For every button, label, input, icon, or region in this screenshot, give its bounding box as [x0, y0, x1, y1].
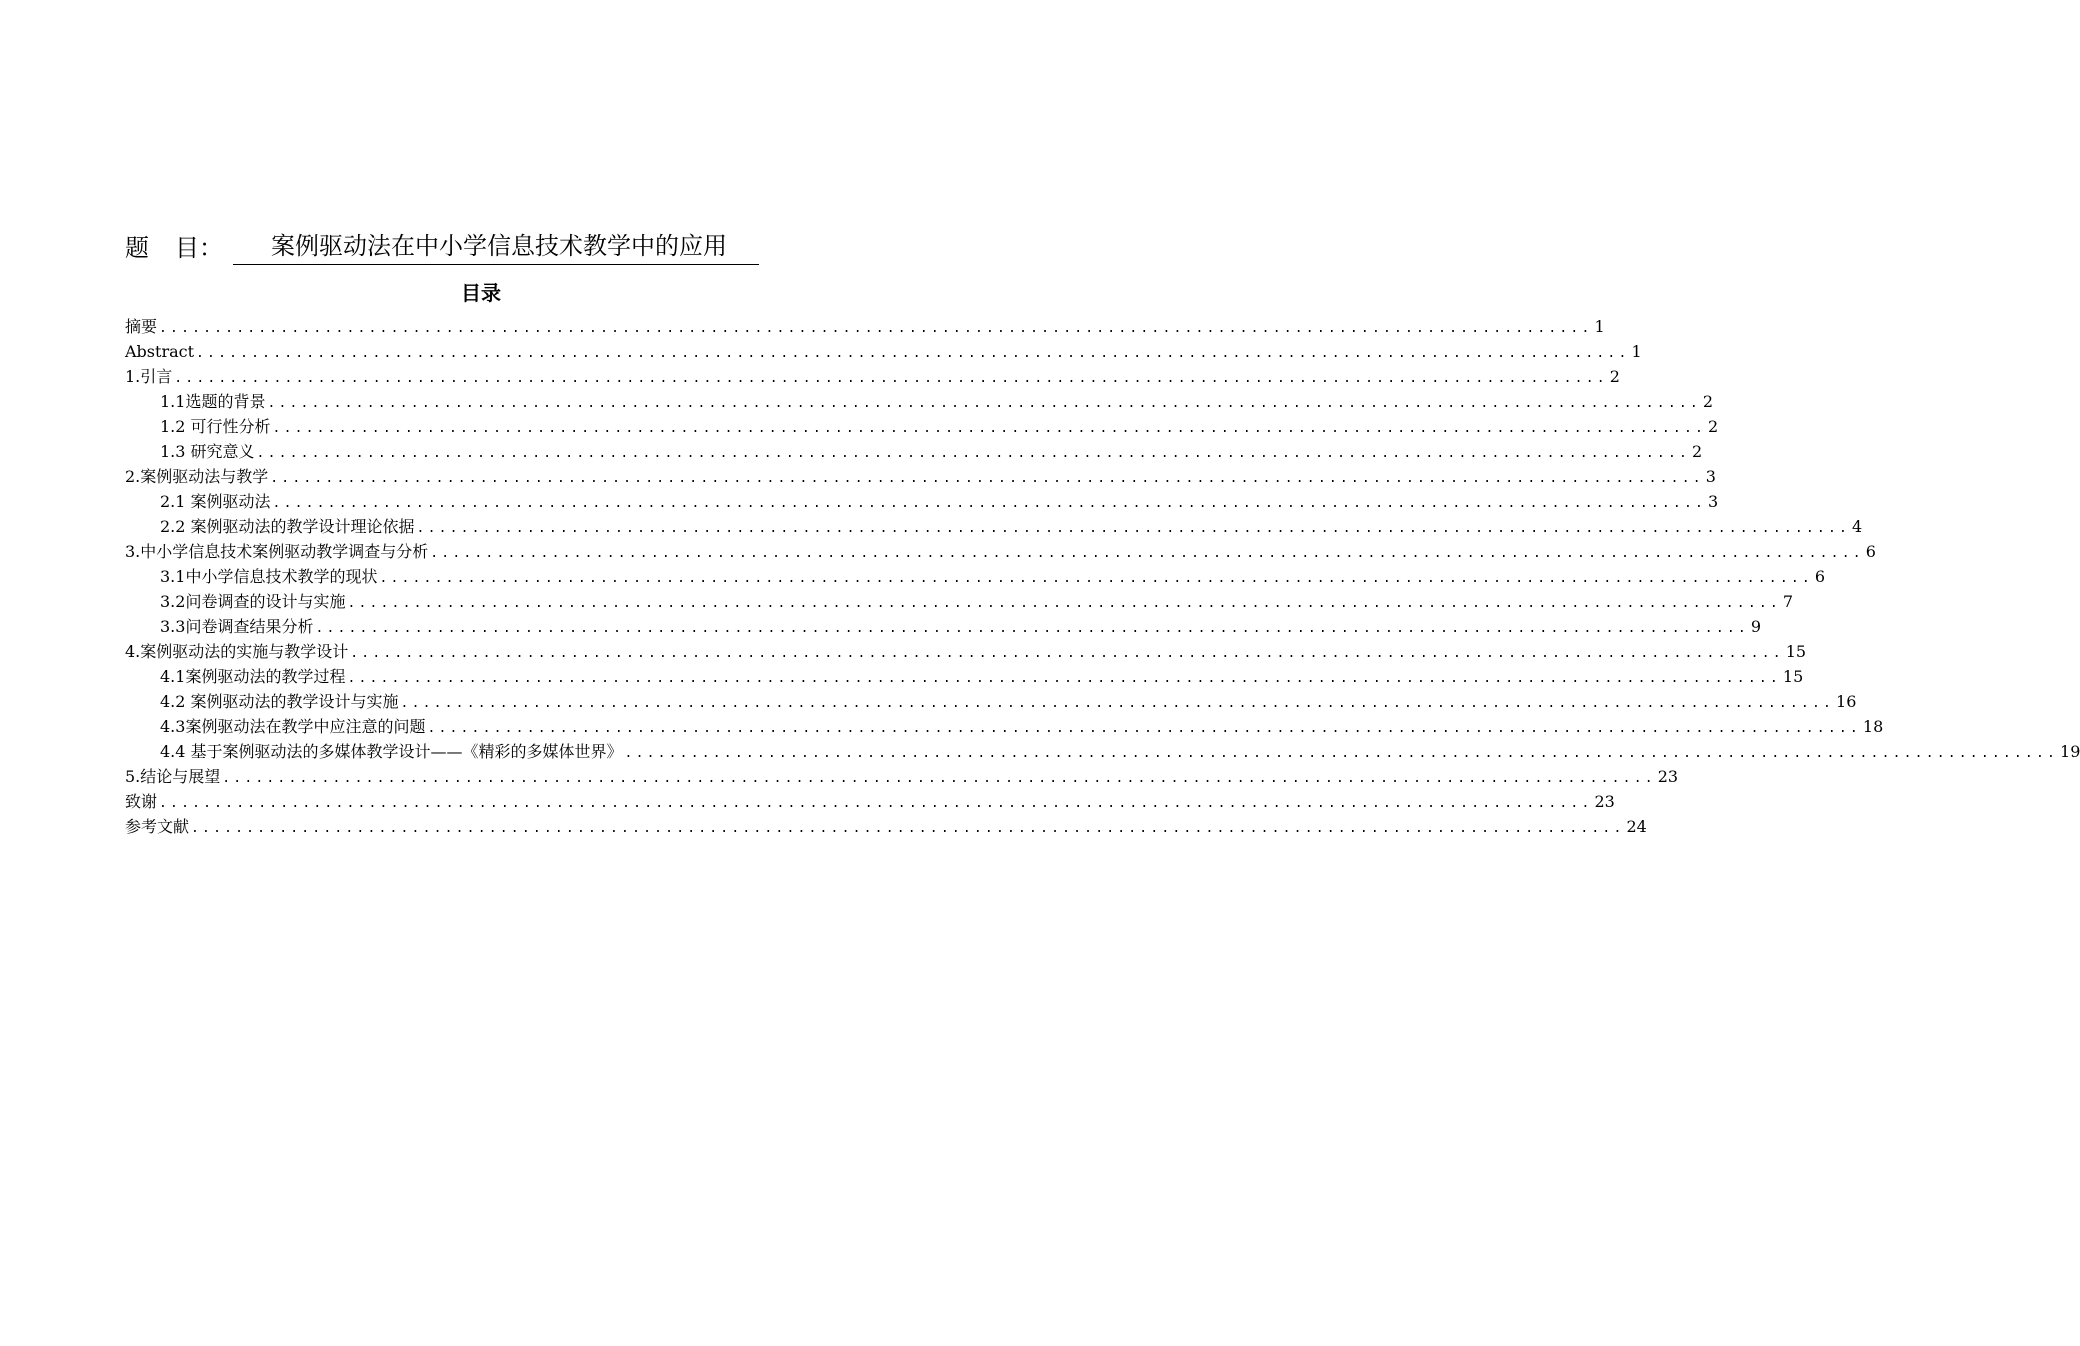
- toc-entry-page: 9: [1750, 617, 1762, 636]
- toc-leader-dots: ..................................................................................................................................: [624, 746, 2059, 761]
- toc-entry[interactable]: [125, 539, 1876, 564]
- toc-entry-page: 3: [1708, 492, 1719, 511]
- thesis-title-value: 案例驱动法在中小学信息技术教学中的应用: [233, 228, 759, 265]
- toc-entry-label: 摘要: [125, 317, 158, 336]
- toc-entry-page: 2: [1702, 392, 1714, 411]
- toc-entry-label: 3.中小学信息技术案例驱动教学调查与分析: [125, 542, 429, 561]
- toc-entry-label: Abstract: [125, 342, 195, 361]
- toc-entry-label: 4.4 基于案例驱动法的多媒体教学设计——《精彩的多媒体世界》: [160, 742, 623, 761]
- toc-entry-page: 15: [1782, 667, 1804, 686]
- toc-leader-dots: ..................................................................................................................................: [159, 321, 1593, 336]
- toc-entry-page: 2: [1609, 367, 1620, 386]
- toc-entry-page: 1: [1594, 317, 1605, 336]
- toc-entry[interactable]: [125, 414, 1719, 439]
- title-label-left: 题: [125, 234, 149, 262]
- toc-entry-label: 参考文献: [125, 817, 190, 836]
- toc-leader-dots: ..................................................................................................................................: [256, 446, 1691, 461]
- toc-leader-dots: ..................................................................................................................................: [272, 421, 1707, 436]
- toc-entry[interactable]: [125, 564, 1826, 589]
- toc-leader-dots: ..................................................................................................................................: [272, 496, 1707, 511]
- toc-entry[interactable]: [125, 789, 1615, 814]
- toc-entry-label: 2.案例驱动法与教学: [125, 467, 269, 486]
- toc-entry-page: 4: [1852, 517, 1863, 536]
- toc-entry-page: 2: [1708, 417, 1719, 436]
- toc-leader-dots: ..................................................................................................................................: [222, 771, 1656, 786]
- toc-entry-page: 23: [1657, 767, 1679, 786]
- toc-entry-page: 1: [1631, 342, 1642, 361]
- toc-entry[interactable]: [125, 439, 1703, 464]
- toc-leader-dots: ..................................................................................................................................: [427, 721, 1861, 736]
- toc-leader-dots: ..................................................................................................................................: [430, 546, 1864, 561]
- toc-entry-page: 18: [1862, 717, 1884, 736]
- toc-entry-label: 2.1 案例驱动法: [160, 492, 271, 511]
- toc-leader-dots: ..................................................................................................................................: [191, 821, 1625, 836]
- toc-entry[interactable]: [125, 314, 1605, 339]
- thesis-title-line: [125, 228, 825, 268]
- toc-entry-label: 1.3 研究意义: [160, 442, 255, 461]
- toc-entry[interactable]: [125, 764, 1679, 789]
- toc-leader-dots: ..................................................................................................................................: [174, 371, 1608, 386]
- toc-heading: 目录: [461, 281, 501, 305]
- toc-leader-dots: ..................................................................................................................................: [379, 571, 1813, 586]
- toc-entry-label: 3.2问卷调查的设计与实施: [160, 592, 346, 611]
- thesis-title-label: [125, 228, 233, 268]
- toc-entry-label: 致谢: [125, 792, 158, 811]
- toc-leader-dots: ..................................................................................................................................: [347, 596, 1781, 611]
- toc-leader-dots: ..................................................................................................................................: [416, 521, 1851, 536]
- toc-entry-label: 1.引言: [125, 367, 173, 386]
- toc-entry-label: 4.1案例驱动法的教学过程: [160, 667, 346, 686]
- toc-entry[interactable]: [125, 739, 2080, 764]
- toc-entry-page: 19: [2060, 742, 2080, 761]
- toc-entry-label: 4.2 案例驱动法的教学设计与实施: [160, 692, 399, 711]
- toc-entry-label: 3.1中小学信息技术教学的现状: [160, 567, 378, 586]
- toc-entry[interactable]: [125, 589, 1794, 614]
- toc-entry[interactable]: [125, 464, 1716, 489]
- toc-entry[interactable]: [125, 639, 1807, 664]
- toc-leader-dots: ..................................................................................................................................: [270, 471, 1704, 486]
- toc-entry-page: 16: [1836, 692, 1857, 711]
- toc-entry[interactable]: [125, 614, 1762, 639]
- table-of-contents: [125, 314, 2080, 839]
- toc-leader-dots: ..................................................................................................................................: [159, 796, 1593, 811]
- toc-leader-dots: ..................................................................................................................................: [196, 346, 1630, 361]
- toc-entry-label: 3.3问卷调查结果分析: [160, 617, 314, 636]
- toc-entry-label: 2.2 案例驱动法的教学设计理论依据: [160, 517, 415, 536]
- toc-entry-label: 4.案例驱动法的实施与教学设计: [125, 642, 349, 661]
- toc-entry-page: 6: [1814, 567, 1826, 586]
- toc-entry-label: 5.结论与展望: [125, 767, 221, 786]
- toc-entry-page: 24: [1626, 817, 1647, 836]
- toc-leader-dots: ..................................................................................................................................: [400, 696, 1835, 711]
- toc-entry[interactable]: [125, 514, 1863, 539]
- toc-entry[interactable]: [125, 489, 1719, 514]
- toc-leader-dots: ..................................................................................................................................: [315, 621, 1749, 636]
- toc-leader-dots: ..................................................................................................................................: [347, 671, 1781, 686]
- toc-entry[interactable]: [125, 389, 1714, 414]
- toc-entry[interactable]: [125, 339, 1642, 364]
- toc-entry-label: 1.2 可行性分析: [160, 417, 271, 436]
- toc-entry[interactable]: [125, 664, 1804, 689]
- title-label-right: 目：: [175, 234, 223, 262]
- toc-entry-page: 15: [1785, 642, 1807, 661]
- toc-entry[interactable]: [125, 714, 1884, 739]
- toc-leader-dots: ..................................................................................................................................: [267, 396, 1701, 411]
- toc-entry-page: 7: [1782, 592, 1794, 611]
- toc-entry-label: 4.3案例驱动法在教学中应注意的问题: [160, 717, 426, 736]
- toc-entry-page: 6: [1865, 542, 1876, 561]
- toc-entry-page: 3: [1705, 467, 1716, 486]
- toc-entry-label: 1.1选题的背景: [160, 392, 266, 411]
- toc-entry-page: 23: [1594, 792, 1615, 811]
- toc-entry[interactable]: [125, 689, 1857, 714]
- toc-entry-page: 2: [1692, 442, 1703, 461]
- toc-entry[interactable]: [125, 364, 1620, 389]
- toc-leader-dots: ..................................................................................................................................: [350, 646, 1784, 661]
- toc-entry[interactable]: [125, 814, 1647, 839]
